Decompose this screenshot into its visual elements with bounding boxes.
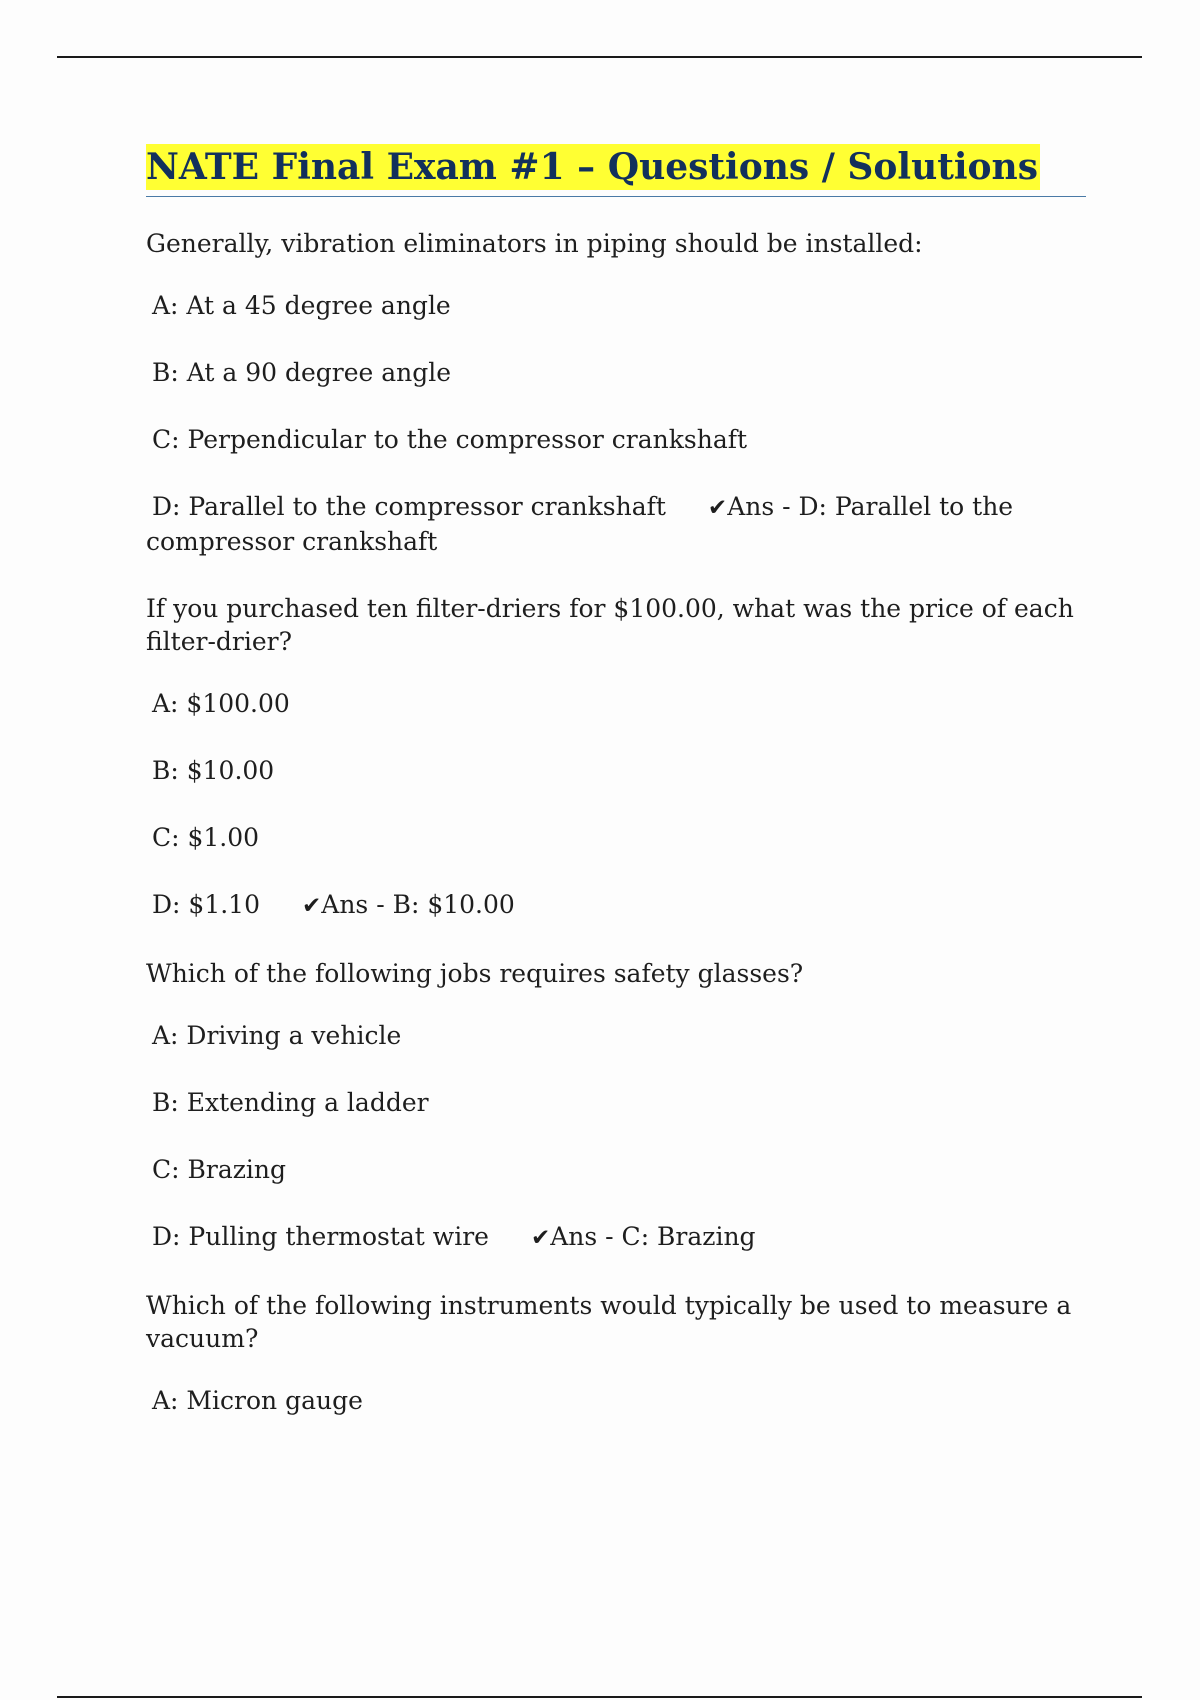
answer-option: A: $100.00 — [152, 689, 290, 718]
answer-option: B: At a 90 degree angle — [152, 358, 452, 387]
solution — [708, 492, 1013, 521]
title-block — [146, 144, 1086, 197]
answer-option: C: $1.00 — [152, 823, 260, 852]
page-bottom-rule — [57, 1696, 1142, 1698]
solution — [531, 1222, 756, 1251]
answer-option-with-solution — [152, 888, 1086, 923]
solution-text: Ans - C: Brazing — [550, 1222, 756, 1251]
check-mark-icon: ✔ — [530, 1225, 551, 1251]
answer-option: B: $10.00 — [152, 756, 275, 785]
answer-option-with-solution — [146, 490, 1086, 558]
question-text: Which of the following instruments would typically be used to measure a vacuum? — [146, 1291, 1072, 1353]
solution — [302, 890, 515, 919]
answer-option: C: Perpendicular to the compressor crankshaft — [152, 425, 748, 454]
question-text: Which of the following jobs requires safety glasses? — [146, 959, 804, 988]
check-mark-icon: ✔ — [301, 893, 322, 919]
answer-option-label: D: Pulling thermostat wire — [152, 1222, 489, 1251]
solution-text-continued: compressor crankshaft — [146, 527, 438, 556]
solution-text: Ans - B: $10.00 — [321, 890, 515, 919]
answer-option: B: Extending a ladder — [152, 1088, 429, 1117]
question-text: If you purchased ten filter-driers for $100.00, what was the price of each filter-drier? — [146, 594, 1074, 656]
page-top-rule — [57, 56, 1142, 58]
answer-option: A: Micron gauge — [152, 1386, 363, 1415]
question-text: Generally, vibration eliminators in piping should be installed: — [146, 229, 923, 258]
answer-option: A: Driving a vehicle — [152, 1021, 402, 1050]
solution-text: Ans - D: Parallel to the — [727, 492, 1014, 521]
answer-option: A: At a 45 degree angle — [152, 291, 451, 320]
page-title: NATE Final Exam #1 – Questions / Solutions — [146, 146, 1039, 188]
document-body — [146, 144, 1086, 1451]
answer-option-with-solution — [152, 1220, 1086, 1255]
answer-option-label: D: $1.10 — [152, 890, 260, 919]
answer-option: C: Brazing — [152, 1155, 286, 1184]
answer-option-label: D: Parallel to the compressor crankshaft — [152, 492, 666, 521]
check-mark-icon: ✔ — [707, 495, 728, 521]
